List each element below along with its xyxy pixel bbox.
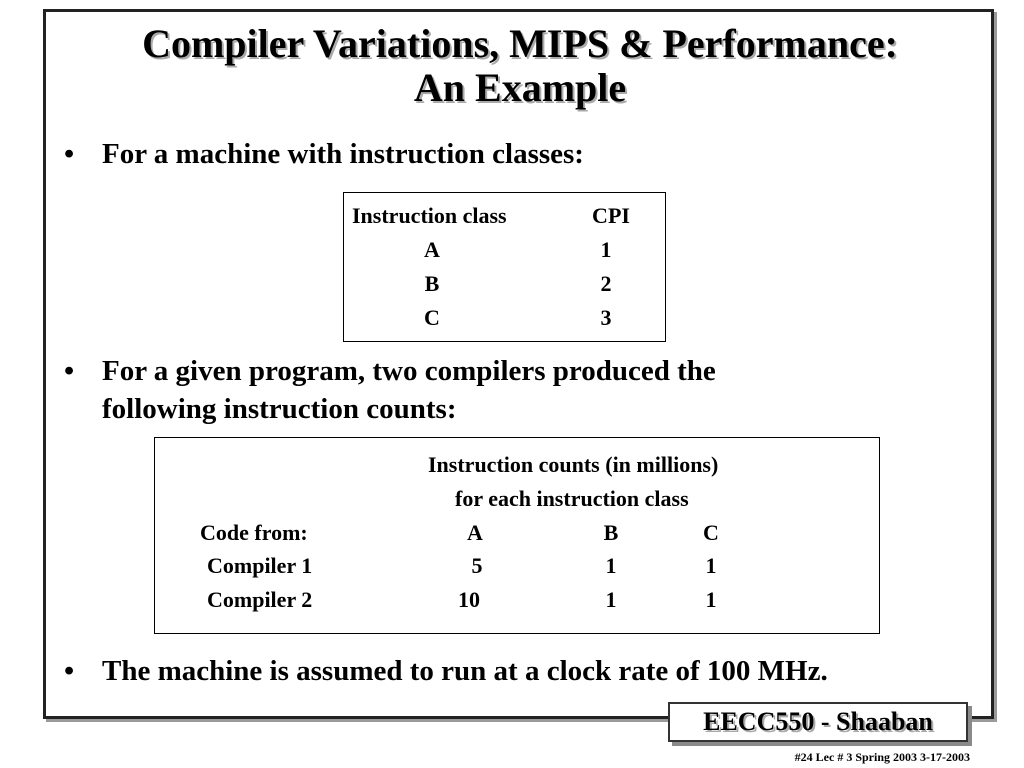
counts-cell: 1: [605, 553, 617, 578]
counts-column-header-c: C: [703, 520, 719, 545]
counts-header-line-1: Instruction counts (in millions): [428, 452, 719, 477]
cpi-header-class: Instruction class: [352, 203, 507, 228]
bullet-2-text-line-2: following instruction counts:: [102, 393, 457, 425]
title-line-1: Compiler Variations, MIPS & Performance:: [142, 21, 898, 66]
counts-row-label: Compiler 2: [207, 587, 313, 612]
counts-row-label-header: Code from:: [200, 520, 308, 545]
bullet-dot: •: [64, 138, 75, 170]
counts-table: [154, 437, 880, 634]
cpi-row-class: A: [424, 237, 440, 262]
counts-row-label: Compiler 1: [207, 553, 313, 578]
slide-footer: #24 Lec # 3 Spring 2003 3-17-2003: [794, 750, 970, 764]
counts-column-header-b: B: [603, 520, 619, 545]
cpi-row-value: 1: [600, 237, 612, 262]
cpi-row-value: 3: [600, 305, 612, 330]
counts-header-line-2: for each instruction class: [455, 486, 689, 511]
course-badge: EECC550 - Shaaban: [668, 702, 968, 742]
counts-cell: 10: [458, 587, 480, 612]
cpi-row-class: C: [424, 305, 440, 330]
cpi-row-value: 2: [600, 271, 612, 296]
title-line-2: An Example: [413, 65, 627, 110]
bullet-dot: •: [64, 355, 75, 387]
counts-cell: 1: [605, 587, 617, 612]
counts-column-header-a: A: [467, 520, 483, 545]
bullet-2-text-line-1: For a given program, two compilers produced the: [102, 355, 716, 387]
cpi-header-cpi: CPI: [592, 203, 630, 228]
bullet-1-text: For a machine with instruction classes:: [102, 138, 584, 170]
counts-cell: 5: [471, 553, 483, 578]
bullet-3-text: The machine is assumed to run at a clock rate of 100 MHz.: [102, 655, 828, 687]
cpi-row-class: B: [424, 271, 440, 296]
counts-cell: 1: [705, 553, 717, 578]
bullet-dot: •: [64, 655, 75, 687]
slide-title: [43, 22, 997, 110]
counts-cell: 1: [705, 587, 717, 612]
cpi-table: [343, 192, 666, 342]
